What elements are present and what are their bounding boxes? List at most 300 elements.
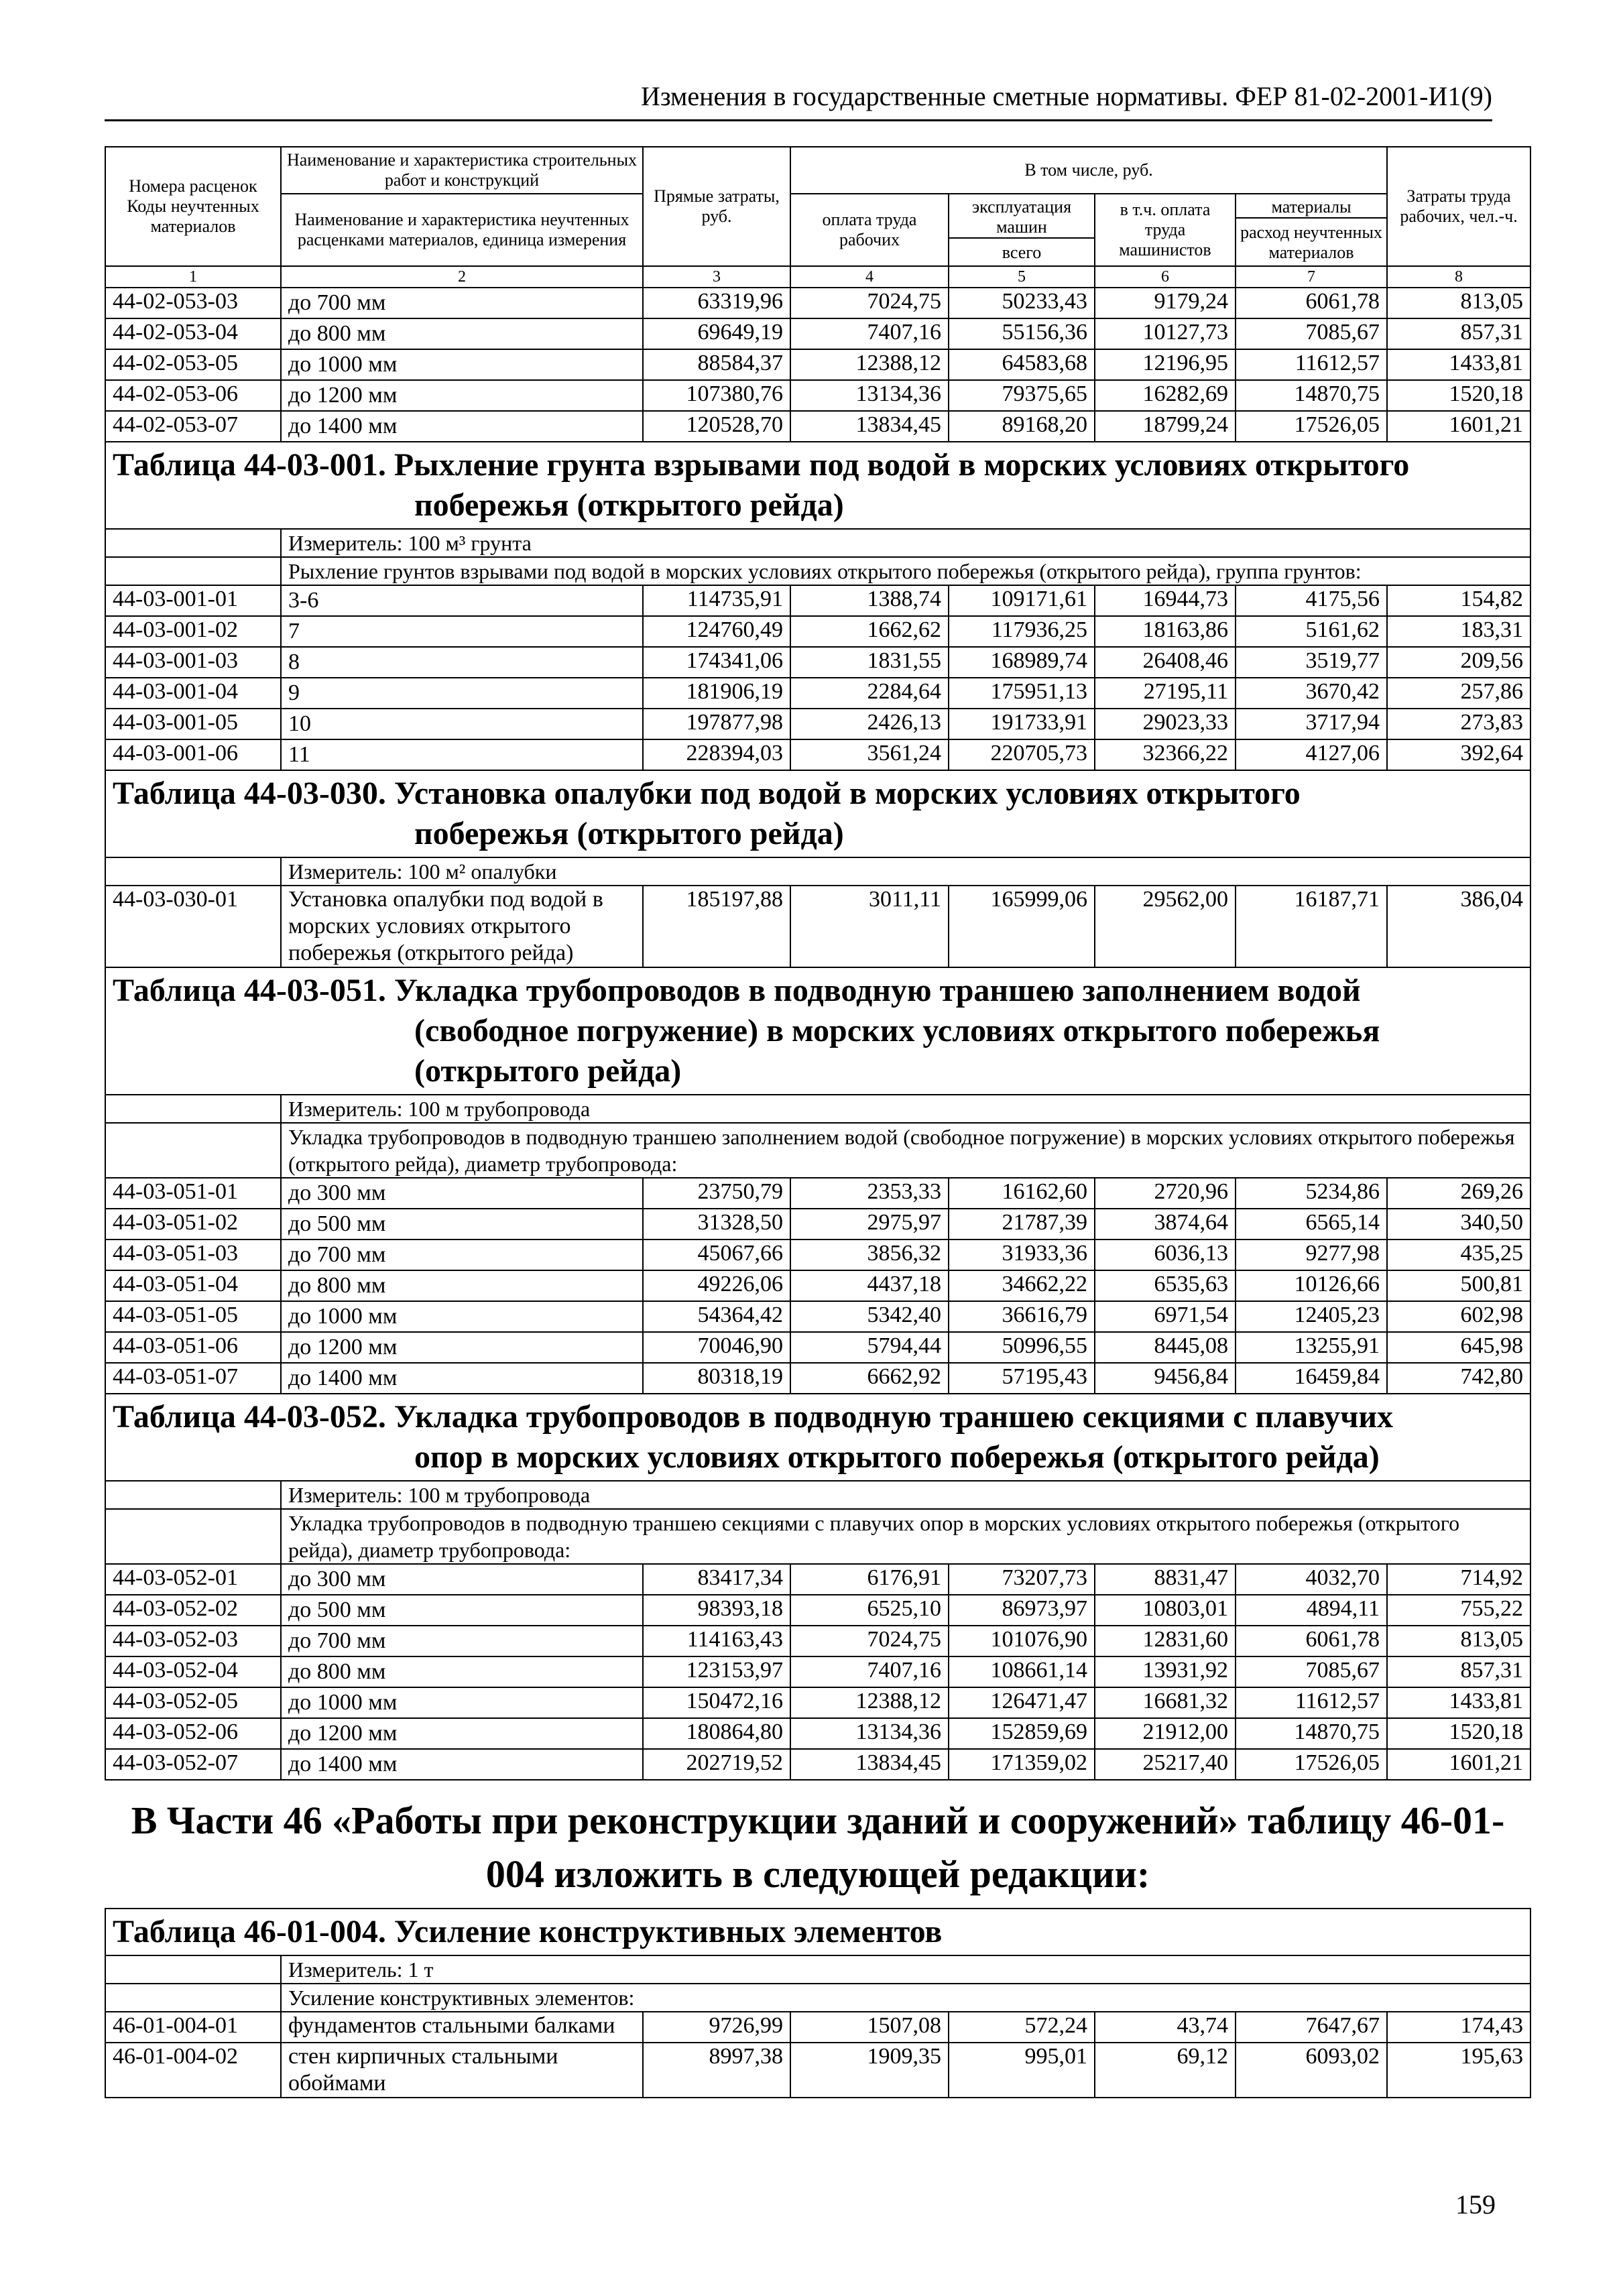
group-label: Укладка трубопроводов в подводную траншею секциями с плавучих опор в морских условиях открытого побережья (открытого рейда), диаметр трубопровода:	[281, 1509, 1530, 1564]
rate-code-cell: 46-01-004-01	[105, 2012, 281, 2043]
work-name-cell: до 1400 мм	[281, 1749, 643, 1780]
section-title-line: опор в морских условиях открытого побережья (открытого рейда)	[414, 1439, 1380, 1475]
col-header-operator-wages: в т.ч. оплата труда машинистов	[1095, 194, 1236, 266]
machines-total-cell: 171359,02	[949, 1749, 1095, 1780]
meter-spacer	[105, 857, 281, 886]
materials-cell: 6061,78	[1236, 288, 1387, 318]
rate-code-cell: 44-03-052-04	[105, 1656, 281, 1687]
labor-hours-cell: 1601,21	[1387, 1749, 1530, 1780]
rate-code-cell: 44-03-052-01	[105, 1564, 281, 1595]
materials-cell: 14870,75	[1236, 380, 1387, 411]
table-row	[105, 1656, 1530, 1687]
section-title-line: Таблица 44-03-051. Укладка трубопроводов в подводную траншею заполнением водой	[113, 973, 1361, 1008]
machines-total-cell: 73207,73	[949, 1564, 1095, 1595]
column-index: 5	[949, 266, 1095, 288]
wages-cell: 3011,11	[790, 886, 949, 967]
work-name-cell: до 300 мм	[281, 1178, 643, 1209]
work-name-cell: 10	[281, 709, 643, 739]
operator-wages-cell: 16681,32	[1095, 1687, 1236, 1718]
rates-table	[105, 146, 1531, 2098]
wages-cell: 2284,64	[790, 678, 949, 709]
materials-cell: 16187,71	[1236, 886, 1387, 967]
operator-wages-cell: 29562,00	[1095, 886, 1236, 967]
operator-wages-cell: 25217,40	[1095, 1749, 1236, 1780]
work-name-cell: до 1000 мм	[281, 1687, 643, 1718]
operator-wages-cell: 12831,60	[1095, 1626, 1236, 1656]
wages-cell: 13834,45	[790, 1749, 949, 1780]
col-header-direct-costs: Прямые затраты, руб.	[643, 147, 790, 266]
direct-costs-cell: 31328,50	[643, 1209, 790, 1240]
section-title	[105, 770, 1530, 857]
labor-hours-cell: 813,05	[1387, 1626, 1530, 1656]
meter-spacer	[105, 1955, 281, 1984]
wages-cell: 5342,40	[790, 1301, 949, 1332]
rate-code-cell: 44-03-030-01	[105, 886, 281, 967]
rate-code-cell: 44-03-051-03	[105, 1240, 281, 1270]
wages-cell: 2426,13	[790, 709, 949, 739]
operator-wages-cell: 43,74	[1095, 2012, 1236, 2043]
table-row	[105, 1270, 1530, 1301]
work-name-cell: до 300 мм	[281, 1564, 643, 1595]
operator-wages-cell: 27195,11	[1095, 678, 1236, 709]
meter-row	[105, 1095, 1530, 1123]
work-name-cell: до 1200 мм	[281, 1332, 643, 1363]
table-row	[105, 1564, 1530, 1595]
wages-cell: 6176,91	[790, 1564, 949, 1595]
machines-total-cell: 168989,74	[949, 647, 1095, 678]
materials-cell: 4127,06	[1236, 739, 1387, 770]
meter-label: Измеритель: 100 м трубопровода	[281, 1481, 1530, 1509]
rate-code-cell: 44-02-053-07	[105, 411, 281, 442]
work-name-cell: 3-6	[281, 585, 643, 616]
materials-cell: 11612,57	[1236, 1687, 1387, 1718]
operator-wages-cell: 6971,54	[1095, 1301, 1236, 1332]
part-heading: В Части 46 «Работы при реконструкции зданий и сооружений» таблицу 46-01-004 изложить в следующей редакции:	[105, 1780, 1530, 1909]
rate-code-cell: 44-03-001-03	[105, 647, 281, 678]
operator-wages-cell: 2720,96	[1095, 1178, 1236, 1209]
direct-costs-cell: 123153,97	[643, 1656, 790, 1687]
operator-wages-cell: 6535,63	[1095, 1270, 1236, 1301]
machines-total-cell: 21787,39	[949, 1209, 1095, 1240]
machines-total-cell: 55156,36	[949, 318, 1095, 349]
direct-costs-cell: 83417,34	[643, 1564, 790, 1595]
wages-cell: 7407,16	[790, 318, 949, 349]
operator-wages-cell: 8831,47	[1095, 1564, 1236, 1595]
section-title	[105, 967, 1530, 1095]
machines-total-cell: 57195,43	[949, 1363, 1095, 1394]
section-title-line: побережья (открытого рейда)	[414, 487, 844, 523]
machines-total-cell: 572,24	[949, 2012, 1095, 2043]
wages-cell: 1507,08	[790, 2012, 949, 2043]
rate-code-cell: 44-03-052-03	[105, 1626, 281, 1656]
section-title	[105, 1394, 1530, 1481]
column-index: 8	[1387, 266, 1530, 288]
labor-hours-cell: 755,22	[1387, 1595, 1530, 1626]
group-spacer	[105, 1509, 281, 1564]
labor-hours-cell: 1520,18	[1387, 1718, 1530, 1749]
table-row	[105, 1301, 1530, 1332]
section-title-row	[105, 770, 1530, 857]
rate-code-cell: 44-02-053-05	[105, 349, 281, 380]
table-row	[105, 1209, 1530, 1240]
table-row	[105, 2012, 1530, 2043]
materials-cell: 16459,84	[1236, 1363, 1387, 1394]
wages-cell: 6525,10	[790, 1595, 949, 1626]
operator-wages-cell: 16944,73	[1095, 585, 1236, 616]
machines-total-cell: 109171,61	[949, 585, 1095, 616]
rate-code-cell: 44-03-001-06	[105, 739, 281, 770]
work-name-cell: фундаментов стальными балками	[281, 2012, 643, 2043]
rates-document	[105, 146, 1530, 2098]
col-header-works: Наименование и характеристика строительных работ и конструкций	[281, 147, 643, 194]
table-row	[105, 678, 1530, 709]
materials-cell: 3670,42	[1236, 678, 1387, 709]
materials-cell: 4175,56	[1236, 585, 1387, 616]
meter-label: Измеритель: 100 м³ грунта	[281, 529, 1530, 557]
labor-hours-cell: 195,63	[1387, 2043, 1530, 2098]
section-title-row	[105, 442, 1530, 529]
direct-costs-cell: 120528,70	[643, 411, 790, 442]
wages-cell: 12388,12	[790, 1687, 949, 1718]
machines-total-cell: 108661,14	[949, 1656, 1095, 1687]
work-name-cell: 11	[281, 739, 643, 770]
work-name-cell: до 700 мм	[281, 288, 643, 318]
direct-costs-cell: 228394,03	[643, 739, 790, 770]
rate-code-cell: 44-03-051-01	[105, 1178, 281, 1209]
table-row	[105, 739, 1530, 770]
work-name-cell: до 500 мм	[281, 1595, 643, 1626]
group-label: Укладка трубопроводов в подводную траншею заполнением водой (свободное погружение) в морских условиях открытого побережья (открытого рейда), диаметр трубопровода:	[281, 1123, 1530, 1178]
col-header-including: В том числе, руб.	[790, 147, 1387, 194]
rate-code-cell: 44-03-001-01	[105, 585, 281, 616]
section-title-line: Таблица 44-03-052. Укладка трубопроводов в подводную траншею секциями с плавучих	[113, 1399, 1393, 1435]
labor-hours-cell: 645,98	[1387, 1332, 1530, 1363]
rate-code-cell: 44-03-051-02	[105, 1209, 281, 1240]
meter-spacer	[105, 1481, 281, 1509]
table-row	[105, 288, 1530, 318]
machines-total-cell: 126471,47	[949, 1687, 1095, 1718]
work-name-cell: до 1400 мм	[281, 411, 643, 442]
table-row	[105, 1718, 1530, 1749]
operator-wages-cell: 9456,84	[1095, 1363, 1236, 1394]
machines-total-cell: 995,01	[949, 2043, 1095, 2098]
rate-code-cell: 44-03-051-07	[105, 1363, 281, 1394]
rate-code-cell: 44-03-001-05	[105, 709, 281, 739]
operator-wages-cell: 8445,08	[1095, 1332, 1236, 1363]
table-row	[105, 1332, 1530, 1363]
wages-cell: 7024,75	[790, 288, 949, 318]
table-row	[105, 1178, 1530, 1209]
work-name-cell: до 800 мм	[281, 1656, 643, 1687]
direct-costs-cell: 124760,49	[643, 616, 790, 647]
labor-hours-cell: 386,04	[1387, 886, 1530, 967]
table-row	[105, 647, 1530, 678]
labor-hours-cell: 714,92	[1387, 1564, 1530, 1595]
machines-total-cell: 165999,06	[949, 886, 1095, 967]
direct-costs-cell: 80318,19	[643, 1363, 790, 1394]
rate-code-cell: 44-03-001-04	[105, 678, 281, 709]
meter-row	[105, 1955, 1530, 1984]
operator-wages-cell: 10803,01	[1095, 1595, 1236, 1626]
section-title-row	[105, 967, 1530, 1095]
materials-cell: 14870,75	[1236, 1718, 1387, 1749]
direct-costs-cell: 63319,96	[643, 288, 790, 318]
labor-hours-cell: 857,31	[1387, 1656, 1530, 1687]
machines-total-cell: 36616,79	[949, 1301, 1095, 1332]
operator-wages-cell: 6036,13	[1095, 1240, 1236, 1270]
col-header-mat: материалы	[1236, 197, 1386, 219]
work-name-cell: до 1200 мм	[281, 1718, 643, 1749]
work-name-cell: 8	[281, 647, 643, 678]
labor-hours-cell: 269,26	[1387, 1178, 1530, 1209]
section-title-line: (свободное погружение) в морских условиях открытого побережья	[414, 1013, 1380, 1048]
section-title-line: Таблица 44-03-030. Установка опалубки под водой в морских условиях открытого	[113, 776, 1301, 811]
labor-hours-cell: 209,56	[1387, 647, 1530, 678]
labor-hours-cell: 602,98	[1387, 1301, 1530, 1332]
table-row	[105, 1240, 1530, 1270]
group-row	[105, 1984, 1530, 2012]
materials-cell: 6093,02	[1236, 2043, 1387, 2098]
column-index: 2	[281, 266, 643, 288]
labor-hours-cell: 273,83	[1387, 709, 1530, 739]
operator-wages-cell: 32366,22	[1095, 739, 1236, 770]
materials-cell: 11612,57	[1236, 349, 1387, 380]
materials-cell: 17526,05	[1236, 1749, 1387, 1780]
work-name-cell: до 1000 мм	[281, 1301, 643, 1332]
meter-row	[105, 529, 1530, 557]
labor-hours-cell: 500,81	[1387, 1270, 1530, 1301]
col-header-expl: эксплуатация машин	[949, 197, 1094, 239]
operator-wages-cell: 18163,86	[1095, 616, 1236, 647]
table-row	[105, 1749, 1530, 1780]
materials-cell: 7085,67	[1236, 1656, 1387, 1687]
rate-code-cell: 44-03-001-02	[105, 616, 281, 647]
labor-hours-cell: 1433,81	[1387, 349, 1530, 380]
operator-wages-cell: 29023,33	[1095, 709, 1236, 739]
section-title-line: Таблица 44-03-001. Рыхление грунта взрывами под водой в морских условиях открытого	[113, 447, 1410, 483]
rate-code-cell: 44-02-053-06	[105, 380, 281, 411]
work-name-cell: 7	[281, 616, 643, 647]
machines-total-cell: 89168,20	[949, 411, 1095, 442]
rate-code-cell: 44-03-051-06	[105, 1332, 281, 1363]
table-row	[105, 2043, 1530, 2098]
rate-code-cell: 44-03-052-05	[105, 1687, 281, 1718]
direct-costs-cell: 114735,91	[643, 585, 790, 616]
group-spacer	[105, 557, 281, 585]
table-row	[105, 709, 1530, 739]
column-index: 4	[790, 266, 949, 288]
wages-cell: 3856,32	[790, 1240, 949, 1270]
labor-hours-cell: 257,86	[1387, 678, 1530, 709]
labor-hours-cell: 154,82	[1387, 585, 1530, 616]
col-header-codes: Номера расценок Коды неучтенных материалов	[105, 147, 281, 266]
materials-cell: 3717,94	[1236, 709, 1387, 739]
machines-total-cell: 50996,55	[949, 1332, 1095, 1363]
direct-costs-cell: 197877,98	[643, 709, 790, 739]
col-header-machines-total	[949, 194, 1095, 266]
labor-hours-cell: 813,05	[1387, 288, 1530, 318]
wages-cell: 3561,24	[790, 739, 949, 770]
wages-cell: 12388,12	[790, 349, 949, 380]
direct-costs-cell: 9726,99	[643, 2012, 790, 2043]
machines-total-cell: 16162,60	[949, 1178, 1095, 1209]
materials-cell: 5234,86	[1236, 1178, 1387, 1209]
work-name-cell: Установка опалубки под водой в морских условиях открытого побережья (открытого рейда)	[281, 886, 643, 967]
rate-code-cell: 44-02-053-03	[105, 288, 281, 318]
col-header-materials	[1236, 194, 1387, 266]
machines-total-cell: 64583,68	[949, 349, 1095, 380]
col-header-mat-consumption: расход неучтенных материалов	[1240, 223, 1382, 262]
machines-total-cell: 34662,22	[949, 1270, 1095, 1301]
labor-hours-cell: 1433,81	[1387, 1687, 1530, 1718]
materials-cell: 6061,78	[1236, 1626, 1387, 1656]
work-name-cell: стен кирпичных стальными обоймами	[281, 2043, 643, 2098]
meter-spacer	[105, 529, 281, 557]
meter-row	[105, 857, 1530, 886]
operator-wages-cell: 18799,24	[1095, 411, 1236, 442]
table-row	[105, 1687, 1530, 1718]
materials-cell: 5161,62	[1236, 616, 1387, 647]
part-heading-row	[105, 1780, 1530, 1909]
operator-wages-cell: 12196,95	[1095, 349, 1236, 380]
operator-wages-cell: 10127,73	[1095, 318, 1236, 349]
column-index: 1	[105, 266, 281, 288]
wages-cell: 1662,62	[790, 616, 949, 647]
table-row	[105, 886, 1530, 967]
labor-hours-cell: 183,31	[1387, 616, 1530, 647]
materials-cell: 4032,70	[1236, 1564, 1387, 1595]
direct-costs-cell: 180864,80	[643, 1718, 790, 1749]
labor-hours-cell: 1520,18	[1387, 380, 1530, 411]
rate-code-cell: 46-01-004-02	[105, 2043, 281, 2098]
wages-cell: 13134,36	[790, 380, 949, 411]
rate-code-cell: 44-03-052-06	[105, 1718, 281, 1749]
materials-cell: 10126,66	[1236, 1270, 1387, 1301]
table-row	[105, 616, 1530, 647]
meter-label: Измеритель: 100 м трубопровода	[281, 1095, 1530, 1123]
wages-cell: 5794,44	[790, 1332, 949, 1363]
meter-spacer	[105, 1095, 281, 1123]
operator-wages-cell: 3874,64	[1095, 1209, 1236, 1240]
materials-cell: 3519,77	[1236, 647, 1387, 678]
labor-hours-cell: 435,25	[1387, 1240, 1530, 1270]
table-row	[105, 349, 1530, 380]
direct-costs-cell: 114163,43	[643, 1626, 790, 1656]
work-name-cell: до 1200 мм	[281, 380, 643, 411]
wages-cell: 1909,35	[790, 2043, 949, 2098]
meter-label: Измеритель: 100 м² опалубки	[281, 857, 1530, 886]
table-row	[105, 585, 1530, 616]
machines-total-cell: 79375,65	[949, 380, 1095, 411]
materials-cell: 12405,23	[1236, 1301, 1387, 1332]
materials-cell: 7085,67	[1236, 318, 1387, 349]
page-number: 159	[1455, 2189, 1496, 2220]
machines-total-cell: 152859,69	[949, 1718, 1095, 1749]
direct-costs-cell: 107380,76	[643, 380, 790, 411]
group-label: Усиление конструктивных элементов:	[281, 1984, 1530, 2012]
direct-costs-cell: 69649,19	[643, 318, 790, 349]
labor-hours-cell: 1601,21	[1387, 411, 1530, 442]
machines-total-cell: 31933,36	[949, 1240, 1095, 1270]
labor-hours-cell: 857,31	[1387, 318, 1530, 349]
direct-costs-cell: 181906,19	[643, 678, 790, 709]
section-title: Таблица 46-01-004. Усиление конструктивных элементов	[105, 1909, 1530, 1955]
labor-hours-cell: 392,64	[1387, 739, 1530, 770]
materials-cell: 7647,67	[1236, 2012, 1387, 2043]
machines-total-cell: 86973,97	[949, 1595, 1095, 1626]
work-name-cell: до 800 мм	[281, 1270, 643, 1301]
table-header	[105, 147, 1530, 288]
labor-hours-cell: 340,50	[1387, 1209, 1530, 1240]
direct-costs-cell: 174341,06	[643, 647, 790, 678]
direct-costs-cell: 98393,18	[643, 1595, 790, 1626]
materials-cell: 17526,05	[1236, 411, 1387, 442]
operator-wages-cell: 21912,00	[1095, 1718, 1236, 1749]
group-row	[105, 557, 1530, 585]
group-label: Рыхление грунтов взрывами под водой в морских условиях открытого побережья (открытого рейда), группа грунтов:	[281, 557, 1530, 585]
section-title-row	[105, 1909, 1530, 1955]
column-index: 7	[1236, 266, 1387, 288]
direct-costs-cell: 54364,42	[643, 1301, 790, 1332]
wages-cell: 1388,74	[790, 585, 949, 616]
rate-code-cell: 44-03-052-07	[105, 1749, 281, 1780]
direct-costs-cell: 45067,66	[643, 1240, 790, 1270]
machines-total-cell: 50233,43	[949, 288, 1095, 318]
table-row	[105, 1595, 1530, 1626]
direct-costs-cell: 49226,06	[643, 1270, 790, 1301]
machines-total-cell: 220705,73	[949, 739, 1095, 770]
operator-wages-cell: 26408,46	[1095, 647, 1236, 678]
col-header-total: всего	[1002, 243, 1042, 262]
rate-code-cell: 44-03-051-04	[105, 1270, 281, 1301]
col-header-wages: оплата труда рабочих	[790, 194, 949, 266]
table-row	[105, 318, 1530, 349]
wages-cell: 1831,55	[790, 647, 949, 678]
direct-costs-cell: 88584,37	[643, 349, 790, 380]
column-index: 3	[643, 266, 790, 288]
meter-row	[105, 1481, 1530, 1509]
group-row	[105, 1123, 1530, 1178]
wages-cell: 13134,36	[790, 1718, 949, 1749]
column-index: 6	[1095, 266, 1236, 288]
table-row	[105, 380, 1530, 411]
operator-wages-cell: 69,12	[1095, 2043, 1236, 2098]
direct-costs-cell: 150472,16	[643, 1687, 790, 1718]
wages-cell: 7407,16	[790, 1656, 949, 1687]
labor-hours-cell: 174,43	[1387, 2012, 1530, 2043]
operator-wages-cell: 9179,24	[1095, 288, 1236, 318]
wages-cell: 2975,97	[790, 1209, 949, 1240]
direct-costs-cell: 70046,90	[643, 1332, 790, 1363]
rate-code-cell: 44-02-053-04	[105, 318, 281, 349]
rate-code-cell: 44-03-051-05	[105, 1301, 281, 1332]
wages-cell: 6662,92	[790, 1363, 949, 1394]
work-name-cell: до 500 мм	[281, 1209, 643, 1240]
operator-wages-cell: 16282,69	[1095, 380, 1236, 411]
col-header-materials-desc: Наименование и характеристика неучтенных расценками материалов, единица измерения	[281, 194, 643, 266]
table-row	[105, 1363, 1530, 1394]
meter-label: Измеритель: 1 т	[281, 1955, 1530, 1984]
machines-total-cell: 101076,90	[949, 1626, 1095, 1656]
materials-cell: 9277,98	[1236, 1240, 1387, 1270]
section-title-row	[105, 1394, 1530, 1481]
machines-total-cell: 191733,91	[949, 709, 1095, 739]
table-row	[105, 1626, 1530, 1656]
materials-cell: 4894,11	[1236, 1595, 1387, 1626]
operator-wages-cell: 13931,92	[1095, 1656, 1236, 1687]
table-row	[105, 411, 1530, 442]
section-title-line: побережья (открытого рейда)	[414, 816, 844, 851]
